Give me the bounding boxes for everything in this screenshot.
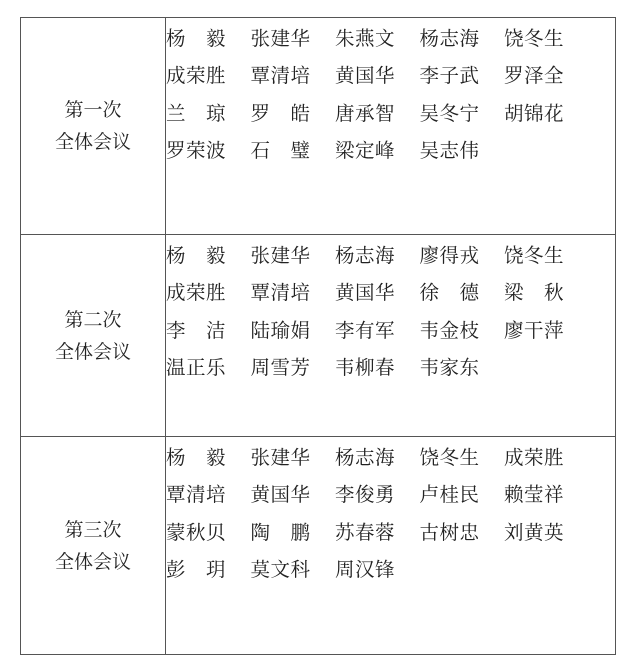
name-row [166, 131, 615, 169]
attendee-name: 罗荣波 [166, 139, 227, 163]
name-row [166, 273, 615, 311]
attendee-name: 罗 皓 [250, 101, 311, 125]
name-row [166, 310, 615, 348]
session-title-line2: 全体会议 [54, 340, 131, 363]
session-title-line2: 全体会议 [54, 550, 131, 573]
attendee-name: 韦家东 [419, 356, 480, 380]
attendee-name: 张建华 [250, 243, 311, 267]
attendee-name: 覃清培 [166, 483, 227, 507]
attendee-name: 罗泽全 [504, 64, 565, 88]
attendee-name: 张建华 [250, 445, 311, 469]
attendee-name: 朱燕文 [335, 26, 396, 50]
attendee-name: 杨 毅 [166, 243, 227, 267]
attendee-names-cell [166, 18, 616, 235]
session-label-cell [21, 235, 166, 437]
session-row [21, 437, 616, 655]
attendee-name: 杨志海 [419, 26, 480, 50]
attendee-name: 成荣胜 [166, 281, 227, 305]
attendee-name: 杨 毅 [166, 445, 227, 469]
attendee-name: 饶冬生 [504, 243, 565, 267]
attendee-name: 杨志海 [335, 243, 396, 267]
attendee-name: 周雪芳 [250, 356, 311, 380]
name-row [166, 348, 615, 386]
name-row [166, 437, 615, 475]
name-row [166, 56, 615, 94]
attendee-name: 廖得戎 [419, 243, 480, 267]
attendance-table [20, 17, 616, 655]
attendee-name: 韦金枝 [419, 318, 480, 342]
attendee-name: 黄国华 [335, 281, 396, 305]
attendee-name: 徐 德 [419, 281, 480, 305]
attendee-name: 李 洁 [166, 318, 227, 342]
attendee-name: 覃清培 [250, 281, 311, 305]
attendee-name: 饶冬生 [504, 26, 565, 50]
attendee-name: 兰 琼 [166, 101, 227, 125]
attendee-name: 陶 鹏 [250, 520, 311, 544]
session-label-cell [21, 437, 166, 655]
attendee-name: 李俊勇 [335, 483, 396, 507]
attendee-name: 卢桂民 [419, 483, 480, 507]
attendee-name: 赖莹祥 [504, 483, 565, 507]
attendee-name: 吴志伟 [419, 139, 480, 163]
attendee-name: 莫文科 [250, 558, 311, 582]
attendee-name: 梁 秋 [504, 281, 565, 305]
session-title-line1: 第一次 [64, 99, 122, 121]
attendee-name: 杨 毅 [166, 26, 227, 50]
session-label-cell [21, 18, 166, 235]
session-title-line2: 全体会议 [54, 131, 131, 153]
attendee-name: 石 璧 [250, 139, 311, 163]
attendee-name: 苏春蓉 [335, 520, 396, 544]
name-row [166, 93, 615, 131]
attendee-name: 杨志海 [335, 445, 396, 469]
session-title-line1: 第二次 [64, 308, 122, 331]
name-row [166, 550, 615, 588]
attendee-name: 周汉锋 [335, 558, 396, 582]
name-row [166, 512, 615, 550]
attendee-names-cell [166, 437, 616, 655]
attendee-name: 张建华 [250, 26, 311, 50]
attendee-name: 饶冬生 [419, 445, 480, 469]
attendee-name: 黄国华 [335, 64, 396, 88]
name-row [166, 18, 615, 56]
attendee-name: 刘黄英 [504, 520, 565, 544]
attendee-name: 李子武 [419, 64, 480, 88]
session-row [21, 18, 616, 235]
attendee-name: 黄国华 [250, 483, 311, 507]
session-title-line1: 第三次 [64, 518, 122, 541]
name-row [166, 475, 615, 513]
attendee-name: 梁定峰 [335, 139, 396, 163]
attendee-names-cell [166, 235, 616, 437]
attendee-name: 陆瑜娟 [250, 318, 311, 342]
attendee-name: 古树忠 [419, 520, 480, 544]
attendee-name: 覃清培 [250, 64, 311, 88]
attendee-name: 成荣胜 [504, 445, 565, 469]
attendee-name: 李有军 [335, 318, 396, 342]
attendee-name: 唐承智 [335, 101, 396, 125]
attendee-name: 韦柳春 [335, 356, 396, 380]
attendance-table-body [21, 18, 616, 655]
attendee-name: 成荣胜 [166, 64, 227, 88]
session-row [21, 235, 616, 437]
attendee-name: 彭 玥 [166, 558, 227, 582]
attendee-name: 胡锦花 [504, 101, 565, 125]
attendee-name: 廖干萍 [504, 318, 565, 342]
attendee-name: 温正乐 [166, 356, 227, 380]
attendee-name: 吴冬宁 [419, 101, 480, 125]
attendee-name: 蒙秋贝 [166, 520, 227, 544]
name-row [166, 235, 615, 273]
